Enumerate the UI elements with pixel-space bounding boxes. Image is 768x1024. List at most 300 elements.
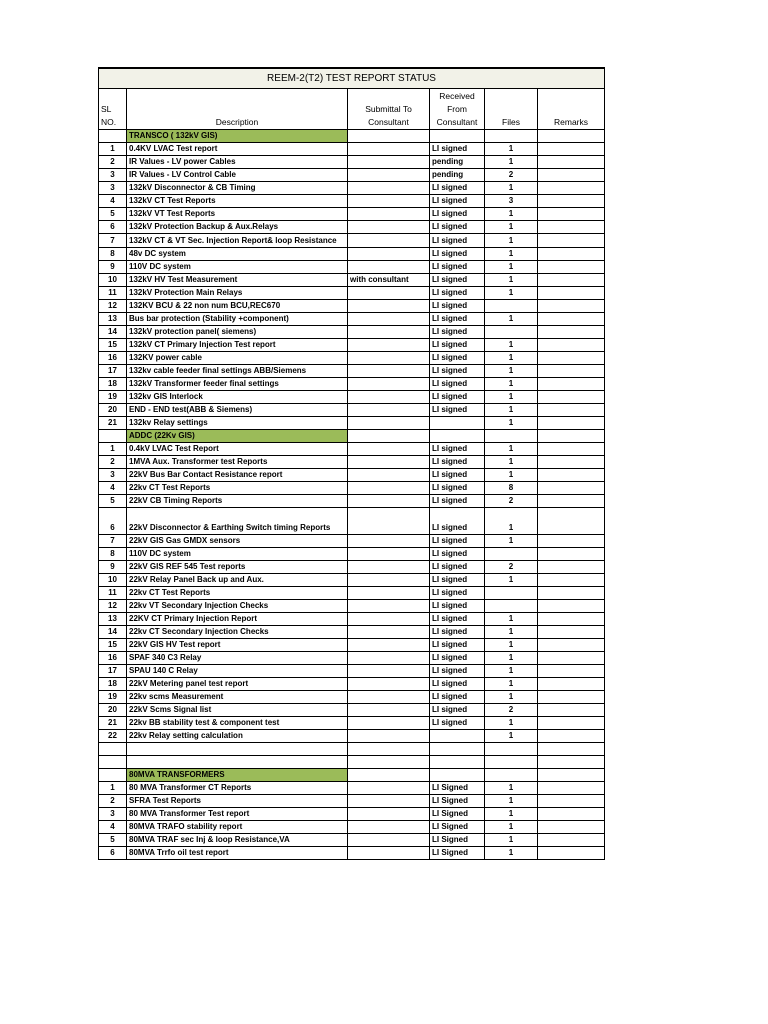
remarks-cell — [538, 365, 605, 378]
table-row — [99, 652, 605, 665]
empty-cell — [430, 743, 485, 756]
received-cell: LI signed — [430, 248, 485, 261]
remarks-cell — [538, 574, 605, 587]
empty-cell — [430, 130, 485, 143]
description-cell: 1MVA Aux. Transformer test Reports — [127, 456, 348, 469]
submittal-cell — [348, 469, 430, 482]
remarks-cell — [538, 847, 605, 860]
submittal-cell — [348, 182, 430, 195]
files-cell: 1 — [485, 352, 538, 365]
description-cell: 22kV Bus Bar Contact Resistance report — [127, 469, 348, 482]
remarks-cell — [538, 417, 605, 430]
received-cell: LI Signed — [430, 821, 485, 834]
received-cell: LI signed — [430, 600, 485, 613]
sl-number: 12 — [99, 300, 127, 313]
files-cell: 1 — [485, 456, 538, 469]
table-row — [99, 274, 605, 287]
sl-number: 10 — [99, 574, 127, 587]
received-cell: LI signed — [430, 339, 485, 352]
description-cell: 22kv CT Test Reports — [127, 587, 348, 600]
sl-number: 14 — [99, 326, 127, 339]
submittal-cell — [348, 782, 430, 795]
description-cell: 22kV Metering panel test report — [127, 678, 348, 691]
submittal-cell — [348, 691, 430, 704]
submittal-cell — [348, 847, 430, 860]
submittal-cell — [348, 378, 430, 391]
files-cell: 1 — [485, 313, 538, 326]
table-row — [99, 587, 605, 600]
remarks-cell — [538, 548, 605, 561]
received-cell: pending — [430, 156, 485, 169]
sl-number: 2 — [99, 156, 127, 169]
blank-row — [99, 756, 605, 769]
sl-number: 1 — [99, 782, 127, 795]
sl-number: 3 — [99, 808, 127, 821]
sl-number: 9 — [99, 261, 127, 274]
description-cell: 80 MVA Transformer Test report — [127, 808, 348, 821]
description-cell: 132kV HV Test Measurement — [127, 274, 348, 287]
submittal-cell — [348, 795, 430, 808]
table-row — [99, 156, 605, 169]
sl-number: 3 — [99, 169, 127, 182]
submittal-cell — [348, 717, 430, 730]
sl-number: 19 — [99, 391, 127, 404]
table-row — [99, 208, 605, 221]
received-cell: LI signed — [430, 404, 485, 417]
table-row — [99, 326, 605, 339]
empty-cell — [348, 769, 430, 782]
sl-number: 19 — [99, 691, 127, 704]
section-header-row — [99, 430, 605, 443]
description-cell: SPAU 140 C Relay — [127, 665, 348, 678]
sl-number: 7 — [99, 234, 127, 248]
description-cell: 22kv Relay setting calculation — [127, 730, 348, 743]
files-cell: 1 — [485, 795, 538, 808]
empty-cell — [485, 769, 538, 782]
files-cell — [485, 326, 538, 339]
description-cell: 22kV Relay Panel Back up and Aux. — [127, 574, 348, 587]
sl-number: 22 — [99, 730, 127, 743]
remarks-cell — [538, 691, 605, 704]
files-cell: 1 — [485, 443, 538, 456]
received-cell: LI signed — [430, 352, 485, 365]
table-row — [99, 482, 605, 495]
table-row — [99, 508, 605, 535]
submittal-cell — [348, 626, 430, 639]
table-row — [99, 443, 605, 456]
empty-cell — [485, 743, 538, 756]
sl-number: 5 — [99, 834, 127, 847]
sl-number: 8 — [99, 248, 127, 261]
received-cell: LI Signed — [430, 782, 485, 795]
table-row — [99, 143, 605, 156]
table-row — [99, 574, 605, 587]
remarks-cell — [538, 652, 605, 665]
sl-number: 4 — [99, 195, 127, 208]
section-sl-cell — [99, 130, 127, 143]
files-cell: 1 — [485, 182, 538, 195]
table-row — [99, 352, 605, 365]
remarks-cell — [538, 248, 605, 261]
received-cell: LI signed — [430, 443, 485, 456]
table-row — [99, 378, 605, 391]
received-cell: LI signed — [430, 495, 485, 508]
description-cell: 80MVA Trrfo oil test report — [127, 847, 348, 860]
files-cell: 8 — [485, 482, 538, 495]
files-cell: 1 — [485, 221, 538, 234]
submittal-cell — [348, 613, 430, 626]
description-cell: 132kv GIS Interlock — [127, 391, 348, 404]
submittal-cell — [348, 261, 430, 274]
received-cell: LI signed — [430, 313, 485, 326]
received-cell: LI signed — [430, 469, 485, 482]
table-row — [99, 195, 605, 208]
description-cell: 132kV Protection Main Relays — [127, 287, 348, 300]
submittal-cell — [348, 326, 430, 339]
table-row — [99, 404, 605, 417]
received-cell: LI signed — [430, 548, 485, 561]
sl-number: 2 — [99, 456, 127, 469]
files-cell: 1 — [485, 847, 538, 860]
files-cell: 1 — [485, 717, 538, 730]
received-cell: LI signed — [430, 482, 485, 495]
sl-number: 17 — [99, 665, 127, 678]
description-cell: 80 MVA Transformer CT Reports — [127, 782, 348, 795]
received-cell: LI Signed — [430, 808, 485, 821]
received-cell: LI Signed — [430, 795, 485, 808]
remarks-cell — [538, 391, 605, 404]
files-cell: 1 — [485, 404, 538, 417]
remarks-cell — [538, 795, 605, 808]
files-cell: 1 — [485, 469, 538, 482]
received-cell: LI signed — [430, 535, 485, 548]
remarks-cell — [538, 300, 605, 313]
files-cell — [485, 600, 538, 613]
files-cell: 2 — [485, 704, 538, 717]
received-cell: LI signed — [430, 639, 485, 652]
section-sl-cell — [99, 769, 127, 782]
empty-cell — [430, 430, 485, 443]
submittal-cell — [348, 834, 430, 847]
description-cell: IR Values - LV Control Cable — [127, 169, 348, 182]
received-cell: LI signed — [430, 326, 485, 339]
description-cell: 22kv scms Measurement — [127, 691, 348, 704]
section-sl-cell — [99, 430, 127, 443]
files-cell: 3 — [485, 195, 538, 208]
submittal-cell — [348, 143, 430, 156]
empty-cell — [538, 130, 605, 143]
sl-number: 5 — [99, 208, 127, 221]
submittal-cell — [348, 456, 430, 469]
received-cell: LI signed — [430, 561, 485, 574]
files-cell — [485, 300, 538, 313]
sl-number: 6 — [99, 847, 127, 860]
received-cell: LI signed — [430, 378, 485, 391]
remarks-cell — [538, 143, 605, 156]
table-row — [99, 561, 605, 574]
table-row — [99, 821, 605, 834]
sl-number: 9 — [99, 561, 127, 574]
header-description: Description — [127, 89, 348, 130]
sl-number: 12 — [99, 600, 127, 613]
files-cell: 2 — [485, 561, 538, 574]
files-cell: 1 — [485, 665, 538, 678]
files-cell: 1 — [485, 834, 538, 847]
remarks-cell — [538, 156, 605, 169]
remarks-cell — [538, 313, 605, 326]
submittal-cell — [348, 287, 430, 300]
files-cell: 1 — [485, 208, 538, 221]
sl-number: 13 — [99, 613, 127, 626]
submittal-cell — [348, 221, 430, 234]
submittal-cell — [348, 548, 430, 561]
table-row — [99, 704, 605, 717]
files-cell: 1 — [485, 391, 538, 404]
sl-number: 18 — [99, 378, 127, 391]
received-cell: LI signed — [430, 287, 485, 300]
empty-cell — [538, 743, 605, 756]
table-row — [99, 795, 605, 808]
header-sl: SL NO. — [99, 89, 127, 130]
sl-number: 1 — [99, 143, 127, 156]
table-row — [99, 678, 605, 691]
description-cell: 22KV CT Primary Injection Report — [127, 613, 348, 626]
remarks-cell — [538, 261, 605, 274]
description-cell: 0.4KV LVAC Test report — [127, 143, 348, 156]
empty-cell — [99, 743, 127, 756]
description-cell: 22kv VT Secondary Injection Checks — [127, 600, 348, 613]
remarks-cell — [538, 182, 605, 195]
received-cell: LI signed — [430, 626, 485, 639]
sl-number: 4 — [99, 482, 127, 495]
files-cell: 1 — [485, 678, 538, 691]
submittal-cell — [348, 600, 430, 613]
submittal-cell — [348, 417, 430, 430]
submittal-cell — [348, 169, 430, 182]
remarks-cell — [538, 352, 605, 365]
remarks-cell — [538, 639, 605, 652]
table-row — [99, 248, 605, 261]
remarks-cell — [538, 535, 605, 548]
remarks-cell — [538, 561, 605, 574]
files-cell — [485, 548, 538, 561]
empty-cell — [485, 756, 538, 769]
description-cell: 80MVA TRAF sec Inj & loop Resistance,VA — [127, 834, 348, 847]
sl-number: 3 — [99, 182, 127, 195]
remarks-cell — [538, 717, 605, 730]
empty-cell — [430, 769, 485, 782]
remarks-cell — [538, 626, 605, 639]
received-cell: pending — [430, 169, 485, 182]
sl-number: 21 — [99, 717, 127, 730]
report-sheet — [98, 67, 604, 860]
sl-number: 20 — [99, 404, 127, 417]
submittal-cell — [348, 248, 430, 261]
empty-cell — [485, 130, 538, 143]
submittal-cell: with consultant — [348, 274, 430, 287]
sl-number: 4 — [99, 821, 127, 834]
table-row — [99, 300, 605, 313]
table-row — [99, 287, 605, 300]
files-cell: 1 — [485, 808, 538, 821]
submittal-cell — [348, 821, 430, 834]
received-cell: LI Signed — [430, 847, 485, 860]
received-cell: LI signed — [430, 391, 485, 404]
table-row — [99, 234, 605, 248]
remarks-cell — [538, 169, 605, 182]
received-cell: LI signed — [430, 208, 485, 221]
table-row — [99, 313, 605, 326]
received-cell: LI signed — [430, 234, 485, 248]
submittal-cell — [348, 482, 430, 495]
sl-number: 6 — [99, 221, 127, 234]
sl-number: 1 — [99, 443, 127, 456]
empty-cell — [127, 756, 348, 769]
files-cell: 1 — [485, 639, 538, 652]
title-row — [99, 68, 605, 89]
received-cell: LI signed — [430, 365, 485, 378]
files-cell: 1 — [485, 156, 538, 169]
received-cell: LI signed — [430, 613, 485, 626]
empty-cell — [538, 430, 605, 443]
received-cell: LI signed — [430, 143, 485, 156]
files-cell: 2 — [485, 495, 538, 508]
table-row — [99, 182, 605, 195]
description-cell: 80MVA TRAFO stability report — [127, 821, 348, 834]
sl-number: 15 — [99, 639, 127, 652]
sl-number: 8 — [99, 548, 127, 561]
table-row — [99, 469, 605, 482]
files-cell: 1 — [485, 274, 538, 287]
received-cell: LI signed — [430, 704, 485, 717]
submittal-cell — [348, 300, 430, 313]
sl-number: 15 — [99, 339, 127, 352]
files-cell: 1 — [485, 730, 538, 743]
remarks-cell — [538, 443, 605, 456]
submittal-cell — [348, 678, 430, 691]
remarks-cell — [538, 704, 605, 717]
description-cell: 132kV protection panel( siemens) — [127, 326, 348, 339]
remarks-cell — [538, 339, 605, 352]
received-cell: LI signed — [430, 574, 485, 587]
files-cell: 1 — [485, 143, 538, 156]
section-header-row — [99, 769, 605, 782]
submittal-cell — [348, 508, 430, 535]
received-cell: LI signed — [430, 717, 485, 730]
table-row — [99, 808, 605, 821]
sl-number: 3 — [99, 469, 127, 482]
remarks-cell — [538, 378, 605, 391]
remarks-cell — [538, 495, 605, 508]
section-title: 80MVA TRANSFORMERS — [127, 769, 348, 782]
remarks-cell — [538, 326, 605, 339]
files-cell: 1 — [485, 365, 538, 378]
received-cell: LI signed — [430, 195, 485, 208]
table-row — [99, 730, 605, 743]
table-row — [99, 221, 605, 234]
description-cell: SPAF 340 C3 Relay — [127, 652, 348, 665]
sl-number: 11 — [99, 287, 127, 300]
description-cell: 132kV CT Test Reports — [127, 195, 348, 208]
empty-cell — [127, 743, 348, 756]
table-row — [99, 613, 605, 626]
received-cell: LI signed — [430, 691, 485, 704]
files-cell: 1 — [485, 613, 538, 626]
remarks-cell — [538, 665, 605, 678]
blank-row — [99, 743, 605, 756]
description-cell: 22kv BB stability test & component test — [127, 717, 348, 730]
section-header-row — [99, 130, 605, 143]
remarks-cell — [538, 730, 605, 743]
submittal-cell — [348, 339, 430, 352]
remarks-cell — [538, 482, 605, 495]
description-cell: 132kV Protection Backup & Aux.Relays — [127, 221, 348, 234]
received-cell: LI signed — [430, 182, 485, 195]
files-cell: 1 — [485, 508, 538, 535]
sl-number: 18 — [99, 678, 127, 691]
files-cell: 1 — [485, 626, 538, 639]
remarks-cell — [538, 600, 605, 613]
files-cell: 1 — [485, 261, 538, 274]
submittal-cell — [348, 234, 430, 248]
header-files: Files — [485, 89, 538, 130]
received-cell: LI signed — [430, 456, 485, 469]
received-cell: LI signed — [430, 587, 485, 600]
files-cell: 1 — [485, 691, 538, 704]
submittal-cell — [348, 704, 430, 717]
remarks-cell — [538, 208, 605, 221]
sl-number: 20 — [99, 704, 127, 717]
sheet-title: REEM-2(T2) TEST REPORT STATUS — [99, 68, 605, 89]
sl-number: 2 — [99, 795, 127, 808]
submittal-cell — [348, 208, 430, 221]
table-row — [99, 691, 605, 704]
table-row — [99, 548, 605, 561]
received-cell: LI Signed — [430, 834, 485, 847]
remarks-cell — [538, 221, 605, 234]
submittal-cell — [348, 730, 430, 743]
table-row — [99, 665, 605, 678]
received-cell: LI signed — [430, 678, 485, 691]
submittal-cell — [348, 535, 430, 548]
submittal-cell — [348, 404, 430, 417]
empty-cell — [538, 756, 605, 769]
description-cell: 132KV BCU & 22 non num BCU,REC670 — [127, 300, 348, 313]
header-received: Received From Consultant — [430, 89, 485, 130]
section-title: ADDC (22Kv GIS) — [127, 430, 348, 443]
description-cell: END - END test(ABB & Siemens) — [127, 404, 348, 417]
table-row — [99, 169, 605, 182]
remarks-cell — [538, 456, 605, 469]
empty-cell — [348, 756, 430, 769]
files-cell: 1 — [485, 287, 538, 300]
sl-number: 5 — [99, 495, 127, 508]
sl-number: 13 — [99, 313, 127, 326]
description-cell: 132kV CT Primary Injection Test report — [127, 339, 348, 352]
files-cell: 1 — [485, 782, 538, 795]
description-cell: 22kV GIS HV Test report — [127, 639, 348, 652]
description-cell: 22kV GIS REF 545 Test reports — [127, 561, 348, 574]
table-row — [99, 495, 605, 508]
submittal-cell — [348, 495, 430, 508]
description-cell: 22kV GIS Gas GMDX sensors — [127, 535, 348, 548]
table-row — [99, 261, 605, 274]
sl-number: 11 — [99, 587, 127, 600]
description-cell: 132kV VT Test Reports — [127, 208, 348, 221]
submittal-cell — [348, 195, 430, 208]
table-row — [99, 417, 605, 430]
received-cell: LI signed — [430, 652, 485, 665]
